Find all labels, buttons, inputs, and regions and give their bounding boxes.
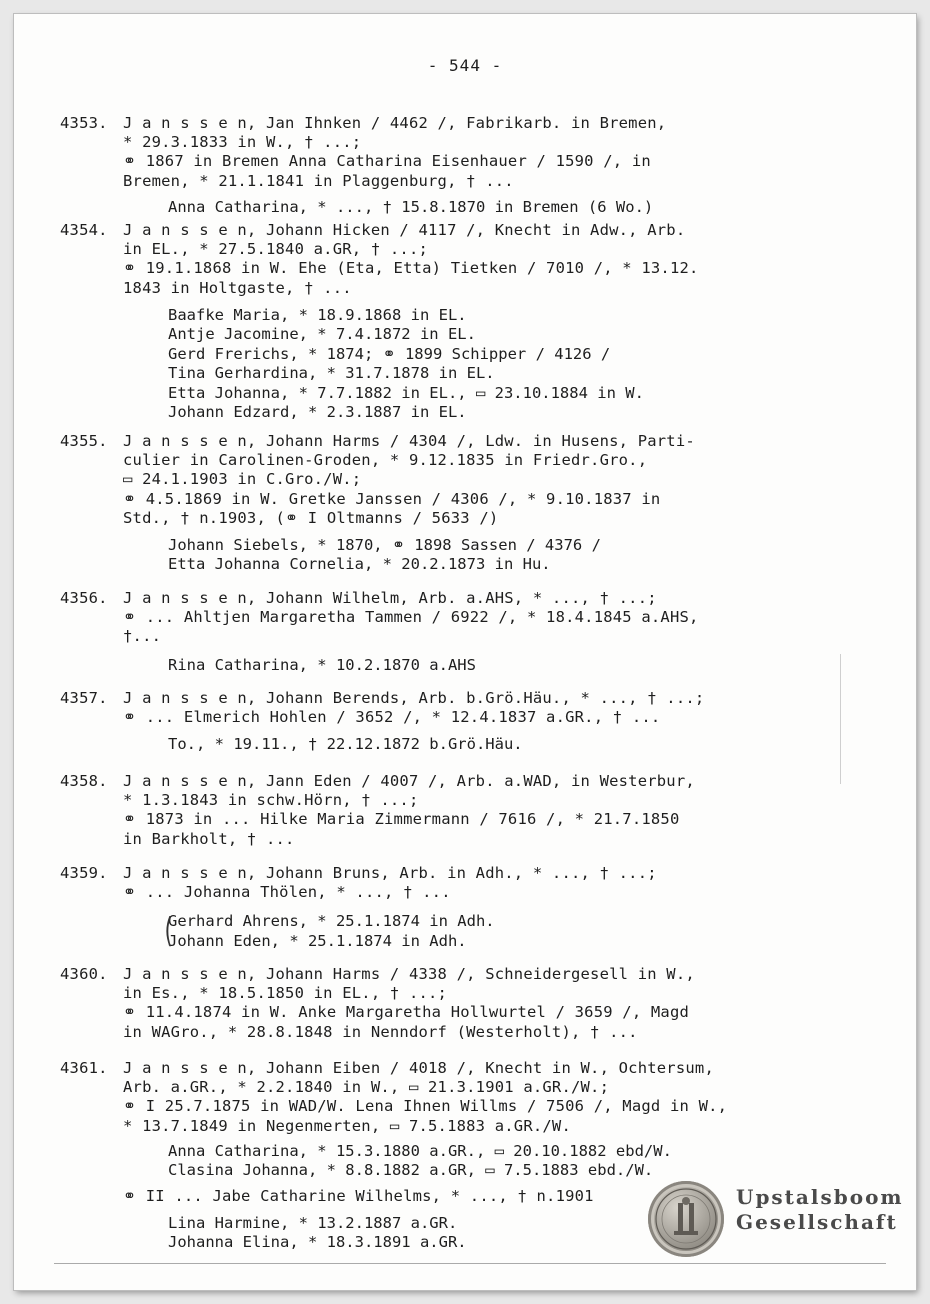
entry-line: ⚭ I 25.7.1875 in WAD/W. Lena Ihnen Willms / 7506 /, Magd in W., xyxy=(123,1097,728,1116)
entry-line: †... xyxy=(123,627,162,646)
entry-line: ▭ 24.1.1903 in C.Gro./W.; xyxy=(123,470,362,489)
entry-line: 1843 in Holtgaste, † ... xyxy=(123,278,352,297)
entry-line: 4353. J a n s s e n, Jan Ihnken / 4462 /, Fabrikarb. in Bremen, xyxy=(60,114,667,132)
logo-text: Upstalsboom Gesellschaft xyxy=(736,1185,904,1234)
child-line: Etta Johanna, * 7.7.1882 in EL., ▭ 23.10.1884 in W. xyxy=(168,383,644,402)
entry-line: ⚭ 11.4.1874 in W. Anke Margaretha Hollwurtel / 3659 /, Magd xyxy=(123,1003,690,1022)
seal-icon xyxy=(648,1181,724,1257)
child-line: Baafke Maria, * 18.9.1868 in EL. xyxy=(168,305,467,324)
entry-4355 xyxy=(60,432,800,575)
entry-number: 4361. xyxy=(60,1059,108,1077)
entry-4357 xyxy=(60,689,800,755)
entry-line: culier in Carolinen-Groden, * 9.12.1835 in Friedr.Gro., xyxy=(123,451,648,470)
child-line: Lina Harmine, * 13.2.1887 a.GR. xyxy=(168,1213,458,1232)
entry-line: ⚭ ... Ahltjen Margaretha Tammen / 6922 /, * 18.4.1845 a.AHS, xyxy=(123,608,699,627)
entry-number: 4359. xyxy=(60,864,108,882)
entry-line: ⚭ II ... Jabe Catharine Wilhelms, * ..., † n.1901 xyxy=(123,1186,594,1205)
child-line: Antje Jacomine, * 7.4.1872 in EL. xyxy=(168,325,476,344)
entry-line: Std., † n.1903, (⚭ I Oltmanns / 5633 /) xyxy=(123,508,499,527)
entry-line: * 13.7.1849 in Negenmerten, ▭ 7.5.1883 a.GR./W. xyxy=(123,1116,571,1135)
entry-line: 4356. J a n s s e n, Johann Wilhelm, Arb. a.AHS, * ..., † ...; xyxy=(60,589,657,607)
entry-line: 4354. J a n s s e n, Johann Hicken / 4117 /, Knecht in Adw., Arb. xyxy=(60,221,686,239)
entry-number: 4355. xyxy=(60,432,108,450)
child-line: Anna Catharina, * 15.3.1880 a.GR., ▭ 20.10.1882 ebd/W. xyxy=(168,1141,672,1160)
upstalsboom-logo xyxy=(648,1173,904,1263)
entry-line: ⚭ ... Elmerich Hohlen / 3652 /, * 12.4.1837 a.GR., † ... xyxy=(123,708,661,727)
entry-line: ⚭ 4.5.1869 in W. Gretke Janssen / 4306 /, * 9.10.1837 in xyxy=(123,489,661,508)
entry-4360 xyxy=(60,965,800,1042)
child-line: To., * 19.11., † 22.12.1872 b.Grö.Häu. xyxy=(168,735,523,754)
entry-line: ⚭ 19.1.1868 in W. Ehe (Eta, Etta) Tietken / 7010 /, * 13.12. xyxy=(123,259,699,278)
entry-number: 4354. xyxy=(60,221,108,239)
child-line: Gerd Frerichs, * 1874; ⚭ 1899 Schipper / 4126 / xyxy=(168,344,611,363)
entry-4356 xyxy=(60,589,800,675)
entry-line: 4359. J a n s s e n, Johann Bruns, Arb. in Adh., * ..., † ...; xyxy=(60,864,657,882)
entry-number: 4353. xyxy=(60,114,108,132)
child-line: Etta Johanna Cornelia, * 20.2.1873 in Hu. xyxy=(168,555,551,574)
entry-line: * 29.3.1833 in W., † ...; xyxy=(123,133,362,152)
child-line: Johann Edzard, * 2.3.1887 in EL. xyxy=(168,403,467,422)
child-line: Johann Eden, * 25.1.1874 in Adh. xyxy=(168,931,467,950)
child-line: Gerhard Ahrens, * 25.1.1874 in Adh. xyxy=(168,912,495,931)
entry-line: ⚭ 1867 in Bremen Anna Catharina Eisenhauer / 1590 /, in xyxy=(123,152,651,171)
entry-line: 4361. J a n s s e n, Johann Eiben / 4018 /, Knecht in W., Ochtersum, xyxy=(60,1059,714,1077)
entry-line: Bremen, * 21.1.1841 in Plaggenburg, † ... xyxy=(123,171,514,190)
entry-number: 4356. xyxy=(60,589,108,607)
entry-number: 4358. xyxy=(60,772,108,790)
child-line: Rina Catharina, * 10.2.1870 a.AHS xyxy=(168,655,476,674)
page-number: - 544 - xyxy=(427,56,503,75)
entry-number: 4357. xyxy=(60,689,108,707)
entry-line: * 1.3.1843 in schw.Hörn, † ...; xyxy=(123,791,419,810)
child-line: Tina Gerhardina, * 31.7.1878 in EL. xyxy=(168,364,495,383)
child-line: Johanna Elina, * 18.3.1891 a.GR. xyxy=(168,1233,467,1252)
entry-line: 4360. J a n s s e n, Johann Harms / 4338 /, Schneidergesell in W., xyxy=(60,965,695,983)
entry-number: 4360. xyxy=(60,965,108,983)
child-line: Clasina Johanna, * 8.8.1882 a.GR, ▭ 7.5.1883 ebd./W. xyxy=(168,1161,654,1180)
document-page xyxy=(14,14,916,1290)
entry-line: in Barkholt, † ... xyxy=(123,829,295,848)
entry-line: 4357. J a n s s e n, Johann Berends, Arb. b.Grö.Häu., * ..., † ...; xyxy=(60,689,705,707)
entry-line: ⚭ ... Johanna Thölen, * ..., † ... xyxy=(123,883,451,902)
entry-4358 xyxy=(60,772,800,849)
child-line: Anna Catharina, * ..., † 15.8.1870 in Bremen (6 Wo.) xyxy=(168,197,654,216)
child-line: Johann Siebels, * 1870, ⚭ 1898 Sassen / 4376 / xyxy=(168,535,601,554)
entry-4354 xyxy=(60,221,800,423)
entry-line: 4355. J a n s s e n, Johann Harms / 4304 /, Ldw. in Husens, Parti- xyxy=(60,432,695,450)
twins-brace-icon: ( xyxy=(162,911,175,952)
entry-line: in Es., * 18.5.1850 in EL., † ...; xyxy=(123,984,448,1003)
bottom-rule xyxy=(54,1263,886,1264)
entry-4353 xyxy=(60,114,800,217)
entry-line: Arb. a.GR., * 2.2.1840 in W., ▭ 21.3.1901 a.GR./W.; xyxy=(123,1078,610,1097)
scan-edge-mark xyxy=(840,654,841,784)
entry-line: ⚭ 1873 in ... Hilke Maria Zimmermann / 7616 /, * 21.7.1850 xyxy=(123,810,680,829)
entry-4359 xyxy=(60,864,800,951)
entry-line: 4358. J a n s s e n, Jann Eden / 4007 /, Arb. a.WAD, in Westerbur, xyxy=(60,772,695,790)
entry-line: in EL., * 27.5.1840 a.GR, † ...; xyxy=(123,240,429,259)
entry-line: in WAGro., * 28.8.1848 in Nenndorf (Westerholt), † ... xyxy=(123,1022,638,1041)
